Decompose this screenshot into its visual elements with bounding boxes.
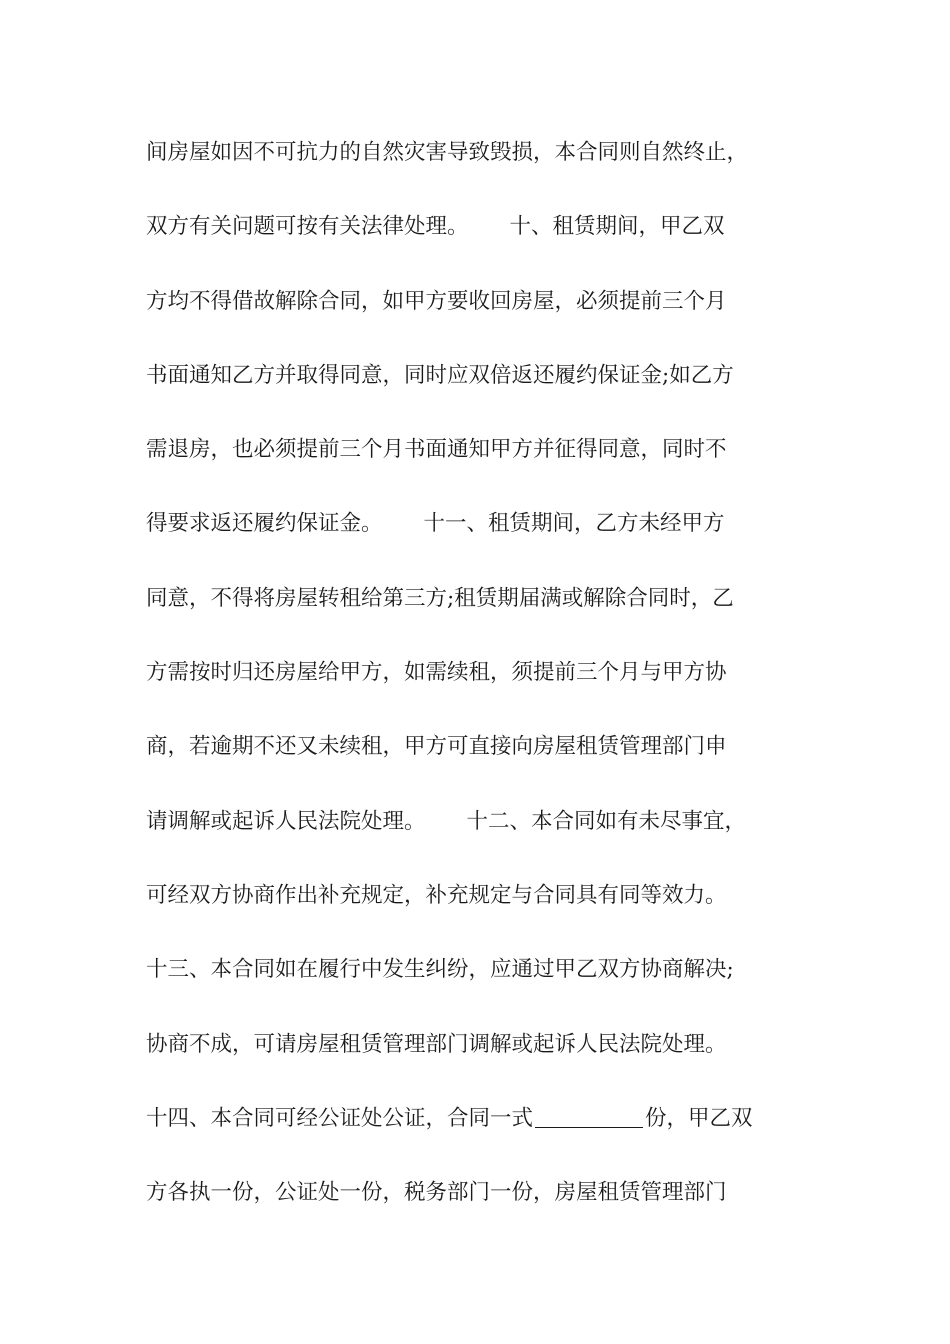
text-line: 得要求返还履约保证金。 十一、租赁期间，乙方未经甲方: [146, 511, 725, 537]
text-line: 书面通知乙方并取得同意，同时应双倍返还履约保证金;如乙方: [146, 362, 734, 388]
contract-body: [146, 122, 816, 1236]
text-line: 方均不得借故解除合同，如甲方要收回房屋，必须提前三个月: [146, 288, 727, 314]
text-line: 双方有关问题可按有关法律处理。 十、租赁期间，甲乙双: [146, 214, 725, 240]
text-line: 需退房，也必须提前三个月书面通知甲方并征得同意，同时不: [146, 437, 727, 463]
text-line: 同意，不得将房屋转租给第三方;租赁期届满或解除合同时，乙: [146, 585, 734, 611]
text-line: 商，若逾期不还又未续租，甲方可直接向房屋租赁管理部门申: [146, 734, 727, 760]
text-line: 间房屋如因不可抗力的自然灾害导致毁损，本合同则自然终止，: [146, 140, 749, 165]
text-line: 十三、本合同如在履行中发生纠纷，应通过甲乙双方协商解决;: [146, 957, 734, 983]
copies-blank-field: [535, 1107, 643, 1128]
text-line: 方各执一份，公证处一份，税务部门一份，房屋租赁管理部门: [146, 1180, 727, 1206]
text-line: 协商不成，可请房屋租赁管理部门调解或起诉人民法院处理。: [146, 1031, 727, 1057]
text-line-with-blank: [146, 1088, 816, 1162]
text-line: 可经双方协商作出补充规定，补充规定与合同具有同等效力。: [146, 882, 727, 908]
text-line: 方需按时归还房屋给甲方，如需续租，须提前三个月与甲方协: [146, 660, 727, 686]
text-line: 请调解或起诉人民法院处理。 十二、本合同如有未尽事宜，: [146, 808, 747, 834]
clause-fourteen-start: 十四、本合同可经公证处公证，合同一式: [146, 1105, 534, 1131]
clause-fourteen-end: 份，甲乙双: [645, 1105, 753, 1131]
